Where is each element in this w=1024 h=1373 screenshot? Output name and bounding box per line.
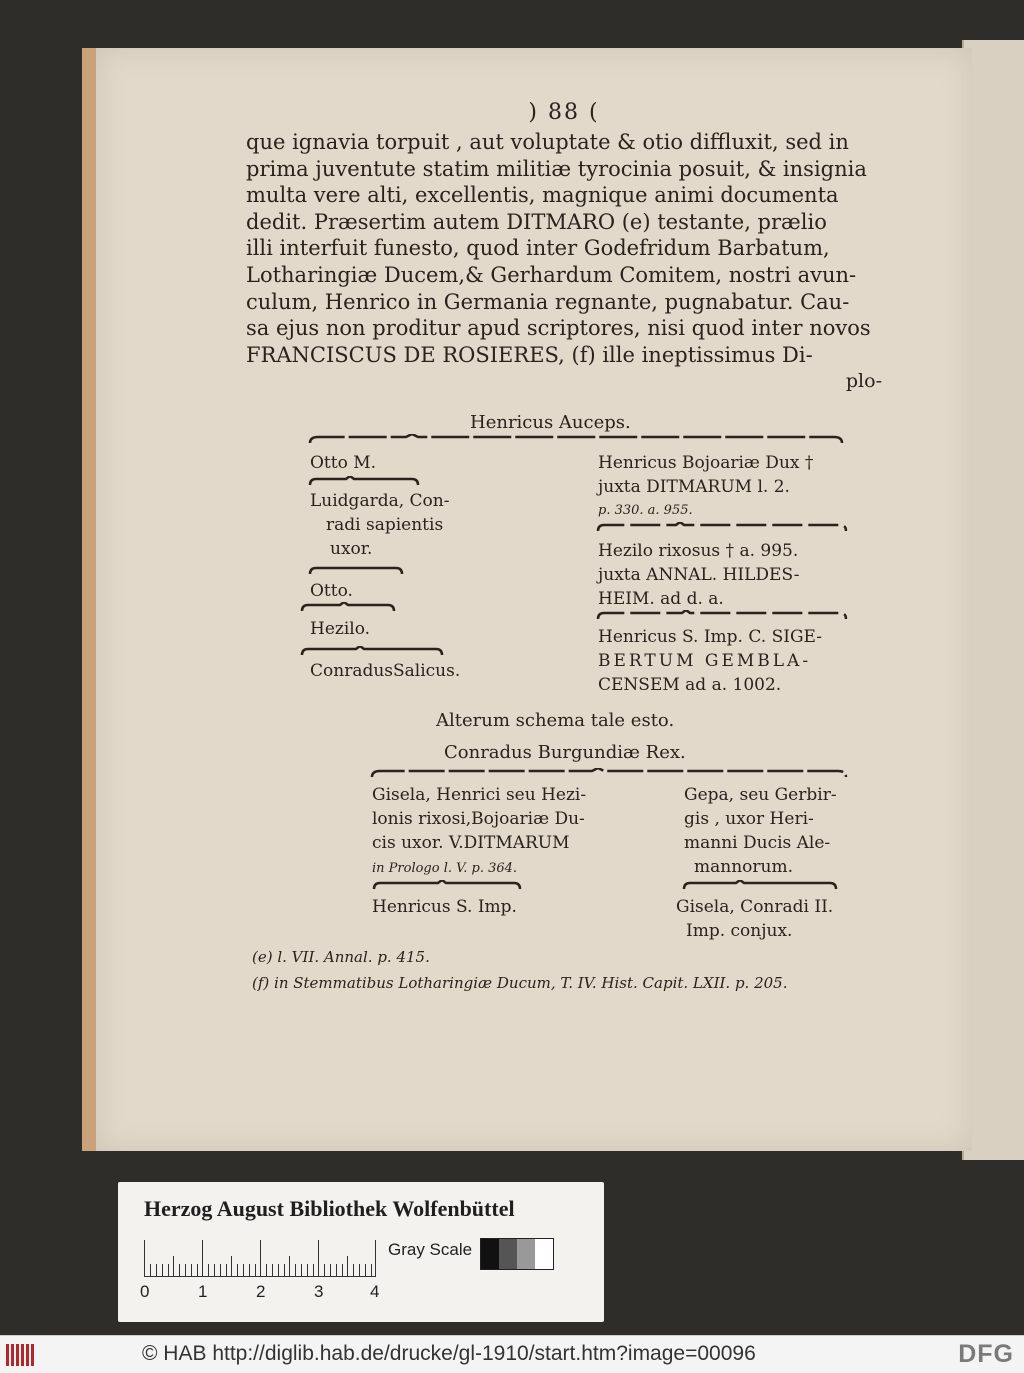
gray-scale-swatch — [480, 1238, 554, 1270]
node-conradus-salicus: ConradusSalicus. — [310, 661, 461, 681]
library-color-card — [118, 1182, 604, 1322]
node-henricus-s-imp: Henricus S. Imp. C. SIGE- — [598, 627, 822, 647]
schema1-title: Henricus Auceps. — [470, 412, 631, 433]
footer-permalink[interactable]: © HAB http://diglib.hab.de/drucke/gl-1910/start.htm?image=00096 — [142, 1342, 756, 1365]
scale-ruler — [144, 1240, 376, 1277]
node-gepa: manni Ducis Ale- — [684, 833, 831, 853]
dfg-logo: DFG — [958, 1340, 1014, 1368]
catchword: plo- — [845, 370, 882, 393]
node-luidgarda: radi sapientis — [326, 515, 444, 535]
node-luidgarda: uxor. — [330, 539, 373, 559]
body-line: illi interfuit funesto, quod inter Godefridum Barbatum, — [246, 236, 830, 261]
brace — [372, 880, 522, 890]
body-line: dedit. Præsertim autem DITMARO (e) testante, prælio — [246, 209, 827, 234]
node-hezilo: Hezilo. — [310, 619, 371, 639]
hab-logo-icon — [6, 1344, 36, 1366]
brace — [596, 610, 848, 620]
schema2-title: Conradus Burgundiæ Rex. — [444, 742, 686, 763]
footnote-e: (e) l. VII. Annal. p. 415. — [252, 948, 430, 966]
page-number: ) 88 ( — [528, 100, 600, 125]
brace — [300, 602, 396, 612]
node-otto-m: Otto M. — [310, 453, 377, 473]
ruler-label-0: 0 — [140, 1282, 150, 1301]
node-gisela: Gisela, Henrici seu Hezi- — [372, 785, 587, 805]
ruler-label-3: 3 — [314, 1282, 324, 1301]
body-line: prima juventute statim militiæ tyrocinia posuit, & insignia — [246, 156, 867, 181]
node-henricus-bojoariae: p. 330. a. 955. — [598, 503, 693, 518]
node-henricus-s-imp: BERTUM GEMBLA- — [598, 651, 812, 671]
brace — [682, 880, 838, 890]
node-gepa: Gepa, seu Gerbir- — [684, 785, 837, 805]
body-line: multa vere alti, excellentis, magnique animi documenta — [246, 183, 839, 208]
ruler-label-2: 2 — [256, 1282, 266, 1301]
node-gisela: lonis rixosi,Bojoariæ Du- — [372, 809, 585, 829]
node-otto: Otto. — [310, 581, 353, 601]
node-henricus-bojoariae: juxta DITMARUM l. 2. — [598, 477, 790, 497]
node-henricus-s-imp: CENSEM ad a. 1002. — [598, 675, 782, 695]
node-gisela-conradi: Gisela, Conradi II. — [676, 897, 834, 917]
schema2-intro: Alterum schema tale esto. — [436, 710, 675, 731]
body-line: que ignavia torpuit , aut voluptate & otio diffluxit, sed in — [246, 130, 849, 154]
body-line: Lotharingiæ Ducem,& Gerhardum Comitem, nostri avun- — [246, 262, 857, 287]
node-hezilo-rixosus: HEIM. ad d. a. — [598, 589, 724, 609]
brace — [300, 646, 444, 656]
node-henricus-s-imp-2: Henricus S. Imp. — [372, 897, 517, 917]
node-gisela-conradi: Imp. conjux. — [686, 921, 793, 941]
brace — [308, 565, 404, 575]
node-hezilo-rixosus: Hezilo rixosus † a. 995. — [598, 541, 799, 561]
node-gisela: cis uxor. V.DITMARUM — [372, 833, 570, 853]
node-hezilo-rixosus: juxta ANNAL. HILDES- — [598, 565, 800, 585]
viewer-footer — [0, 1335, 1024, 1373]
brace — [308, 476, 420, 486]
page-text-block — [246, 100, 882, 392]
ruler-label-4: 4 — [370, 1282, 380, 1301]
brace-top-schema2 — [370, 768, 848, 778]
body-line: FRANCISCUS DE ROSIERES, (f) ille ineptissimus Di- — [246, 342, 813, 367]
gray-scale-label: Gray Scale — [388, 1240, 473, 1259]
brace-top-schema1 — [308, 434, 844, 444]
node-gisela: in Prologo l. V. p. 364. — [372, 861, 518, 876]
brace — [596, 522, 848, 532]
footnote-f: (f) in Stemmatibus Lotharingiæ Ducum, T. IV. Hist. Capit. LXII. p. 205. — [252, 974, 788, 992]
body-line: sa ejus non proditur apud scriptores, nisi quod inter novos — [246, 316, 871, 341]
node-gepa: mannorum. — [694, 857, 793, 877]
library-name: Herzog August Bibliothek Wolfenbüttel — [144, 1196, 515, 1221]
ruler-label-1: 1 — [198, 1282, 208, 1301]
node-gepa: gis , uxor Heri- — [684, 809, 814, 829]
node-henricus-bojoariae: Henricus Bojoariæ Dux † — [598, 453, 814, 473]
body-line: culum, Henrico in Germania regnante, pugnabatur. Cau- — [246, 289, 850, 314]
node-luidgarda: Luidgarda, Con- — [310, 491, 450, 511]
